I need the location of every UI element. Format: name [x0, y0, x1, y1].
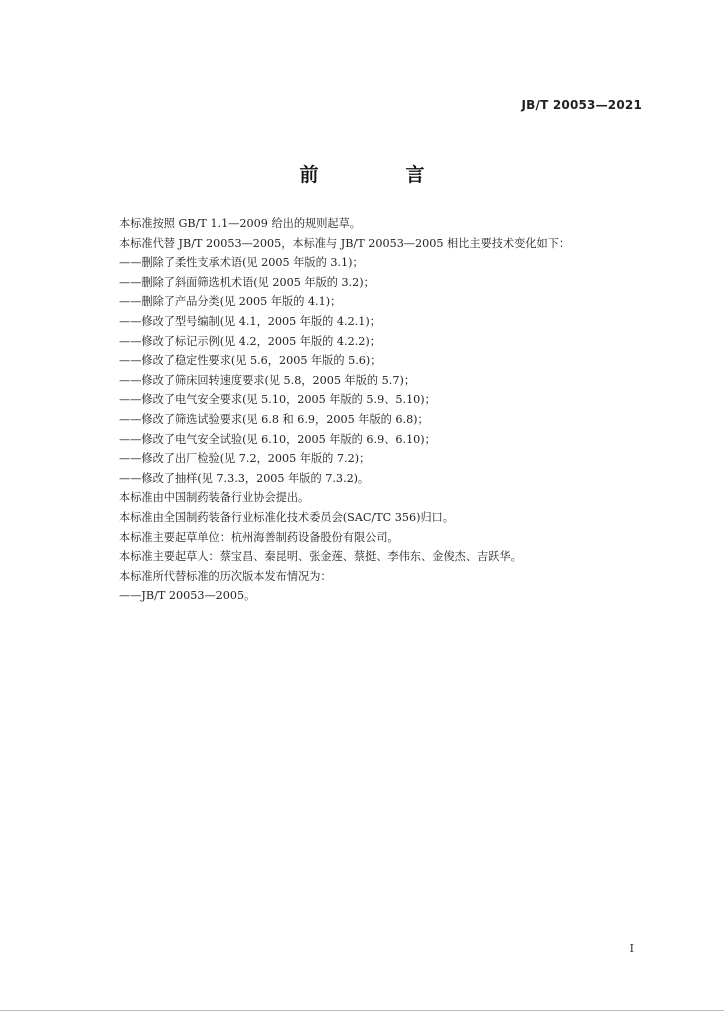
body-line: ——修改了电气安全试验(见 6.10，2005 年版的 6.9、6.10)； [119, 432, 436, 446]
footer-divider [0, 1010, 724, 1011]
page-title: 前 言 [299, 164, 459, 186]
body-line: ——修改了电气安全要求(见 5.10，2005 年版的 5.9、5.10)； [119, 393, 436, 407]
body-line: ——删除了产品分类(见 2005 年版的 4.1)； [119, 295, 342, 309]
body-line: 本标准代替 JB/T 20053—2005，本标准与 JB/T 20053—2005 相比主要技术变化如下： [119, 236, 571, 250]
body-line: ——删除了柔性支承术语(见 2005 年版的 3.1)； [119, 256, 364, 270]
body-line: ——修改了标记示例(见 4.2，2005 年版的 4.2.2)； [119, 334, 381, 348]
body-line: ——修改了筛选试验要求(见 6.8 和 6.9，2005 年版的 6.8)； [119, 412, 429, 426]
body-line: 本标准所代替标准的历次版本发布情况为： [119, 569, 332, 583]
body-line: 本标准主要起草人：蔡宝昌、秦昆明、张金莲、蔡挺、李伟东、金俊杰、吉跃华。 [119, 550, 522, 564]
body-line: 本标准主要起草单位：杭州海善制药设备股份有限公司。 [119, 530, 399, 544]
body-line: ——修改了筛床回转速度要求(见 5.8，2005 年版的 5.7)； [119, 373, 416, 387]
body-line: ——修改了稳定性要求(见 5.6，2005 年版的 5.6)； [119, 354, 382, 368]
page-number: I [629, 942, 634, 955]
body-line: 本标准由中国制药装备行业协会提出。 [119, 491, 310, 505]
standard-code: JB/T 20053—2021 [521, 98, 642, 112]
body-line: 本标准由全国制药装备行业标准化技术委员会(SAC/TC 356)归口。 [119, 510, 455, 524]
body-line: ——修改了抽样(见 7.3.3，2005 年版的 7.3.2)。 [119, 471, 370, 485]
foreword-body [119, 214, 639, 606]
body-line: 本标准按照 GB/T 1.1—2009 给出的规则起草。 [119, 217, 361, 230]
body-line: ——JB/T 20053—2005。 [119, 589, 256, 603]
body-line: ——修改了型号编制(见 4.1，2005 年版的 4.2.1)； [119, 314, 381, 328]
body-line: ——删除了斜面筛选机术语(见 2005 年版的 3.2)； [119, 275, 375, 289]
body-line: ——修改了出厂检验(见 7.2，2005 年版的 7.2)； [119, 452, 371, 466]
